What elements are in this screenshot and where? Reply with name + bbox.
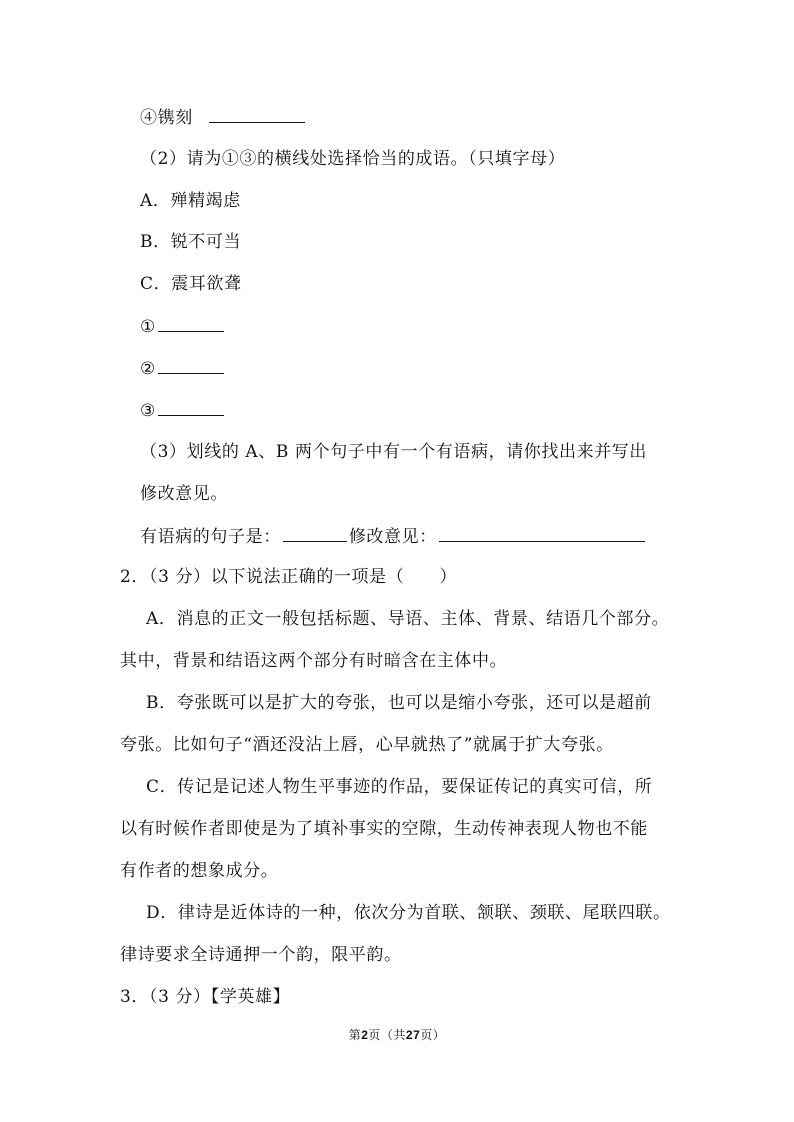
item4-blank[interactable] bbox=[209, 106, 305, 123]
line-part2: （2）请为①③的横线处选择恰当的成语。（只填字母） bbox=[140, 149, 566, 169]
advice-blank[interactable] bbox=[439, 525, 645, 542]
q2-option-c-line3: 有作者的想象成分。 bbox=[120, 861, 279, 881]
answer-2-label: ② bbox=[140, 359, 156, 379]
q2-option-c-line1: C．传记是记述人物生平事迹的作品，要保证传记的真实可信，所 bbox=[146, 777, 653, 797]
answer-3-label: ③ bbox=[140, 401, 156, 421]
item4-text: ④镌刻 bbox=[140, 108, 193, 128]
q2-stem: 2．（3 分）以下说法正确的一项是（ ） bbox=[120, 567, 458, 587]
q2-option-b-line1: B．夸张既可以是扩大的夸张，也可以是缩小夸张，还可以是超前 bbox=[146, 693, 652, 713]
answer-1-blank[interactable] bbox=[158, 315, 224, 332]
line-part3-2: 修改意见。 bbox=[140, 484, 228, 504]
line-sick-sentence bbox=[140, 525, 647, 548]
option-a: A．殚精竭虑 bbox=[140, 191, 241, 211]
footer-middle: 页（共 bbox=[368, 1028, 406, 1042]
answer-line-2 bbox=[140, 357, 226, 380]
answer-line-3 bbox=[140, 399, 226, 422]
line-item4 bbox=[140, 106, 307, 129]
answer-line-1 bbox=[140, 315, 226, 338]
line-part3-1: （3）划线的 A、B 两个句子中有一个有语病，请你找出来并写出 bbox=[140, 442, 647, 462]
footer-prefix: 第 bbox=[348, 1028, 362, 1042]
q2-option-a-line1: A．消息的正文一般包括标题、导语、主体、背景、结语几个部分。 bbox=[146, 609, 670, 629]
q3-stem: 3．（3 分）【学英雄】 bbox=[120, 987, 291, 1007]
answer-1-label: ① bbox=[140, 317, 156, 337]
footer-total-pages: 27 bbox=[405, 1028, 421, 1042]
advice-label: 修改意见： bbox=[348, 527, 437, 547]
footer-suffix: 页） bbox=[420, 1028, 446, 1042]
q2-option-b-line2: 夸张。比如句子“酒还没沾上唇，心早就热了”就属于扩大夸张。 bbox=[120, 735, 614, 755]
option-b: B．锐不可当 bbox=[140, 232, 242, 252]
sick-sentence-blank[interactable] bbox=[283, 525, 347, 542]
q2-option-c-line2: 以有时候作者即使是为了填补事实的空隙，生动传神表现人物也不能 bbox=[120, 819, 648, 839]
option-c: C．震耳欲聋 bbox=[140, 274, 242, 294]
sick-sentence-label: 有语病的句子是： bbox=[140, 527, 281, 547]
q2-option-d-line1: D．律诗是近体诗的一种，依次分为首联、颔联、颈联、尾联四联。 bbox=[146, 903, 671, 923]
q2-option-d-line2: 律诗要求全诗通押一个韵，限平韵。 bbox=[120, 945, 402, 965]
page-footer bbox=[0, 1027, 794, 1043]
answer-2-blank[interactable] bbox=[158, 357, 224, 374]
footer-page-number: 2 bbox=[361, 1028, 369, 1042]
q2-option-a-line2: 其中，背景和结语这两个部分有时暗含在主体中。 bbox=[120, 651, 508, 671]
answer-3-blank[interactable] bbox=[158, 399, 224, 416]
